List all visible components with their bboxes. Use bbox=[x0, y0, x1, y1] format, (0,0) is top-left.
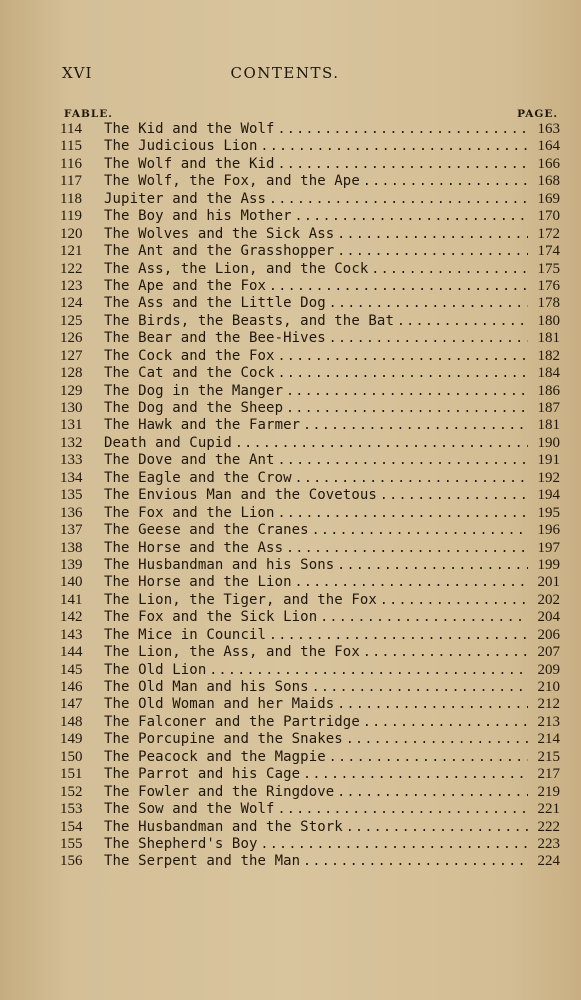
contents-entry bbox=[60, 330, 560, 347]
fable-number: 126 bbox=[60, 330, 83, 347]
dot-leader bbox=[337, 226, 528, 243]
dot-leader bbox=[269, 278, 528, 295]
page-ref: 219 bbox=[537, 783, 560, 800]
dot-leader bbox=[278, 452, 528, 469]
page-ref: 178 bbox=[537, 295, 560, 312]
fable-title: The Ass and the Little Dog bbox=[104, 295, 326, 312]
contents-entry bbox=[60, 208, 560, 225]
fable-title: The Dove and the Ant bbox=[104, 452, 275, 469]
contents-entry bbox=[60, 592, 560, 609]
fable-number: 118 bbox=[60, 190, 82, 207]
dot-leader bbox=[337, 243, 528, 260]
fable-title: The Serpent and the Man bbox=[104, 853, 301, 870]
contents-entry bbox=[60, 836, 560, 853]
page-ref: 201 bbox=[537, 574, 560, 591]
page-ref: 199 bbox=[537, 556, 560, 573]
fable-number: 124 bbox=[60, 295, 83, 312]
dot-leader bbox=[295, 574, 528, 591]
page-ref: 174 bbox=[537, 243, 560, 260]
fable-number: 127 bbox=[60, 347, 83, 364]
dot-leader bbox=[397, 313, 528, 330]
dot-leader bbox=[278, 505, 528, 522]
fable-title: The Dog in the Manger bbox=[104, 382, 284, 399]
fable-number: 154 bbox=[60, 818, 83, 835]
dot-leader bbox=[363, 714, 528, 731]
fable-title: The Fowler and the Ringdove bbox=[104, 783, 335, 800]
dot-leader bbox=[261, 836, 528, 853]
contents-entry bbox=[60, 365, 560, 382]
contents-entry bbox=[60, 731, 560, 748]
contents-entry bbox=[60, 243, 560, 260]
dot-leader bbox=[278, 156, 528, 173]
fable-title: The Wolf and the Kid bbox=[104, 155, 275, 172]
dot-leader bbox=[295, 470, 528, 487]
fable-number: 142 bbox=[60, 609, 83, 626]
fable-title: The Bear and the Bee-Hives bbox=[104, 330, 326, 347]
page-ref: 194 bbox=[537, 487, 560, 504]
page-ref: 202 bbox=[537, 591, 560, 608]
dot-leader bbox=[380, 592, 528, 609]
dot-leader bbox=[295, 208, 528, 225]
contents-entry bbox=[60, 138, 560, 155]
page-ref: 176 bbox=[537, 277, 560, 294]
fable-title: The Geese and the Cranes bbox=[104, 522, 309, 539]
page-ref: 195 bbox=[537, 504, 560, 521]
column-headings bbox=[62, 108, 558, 122]
page-ref: 206 bbox=[537, 626, 560, 643]
fable-title: Jupiter and the Ass bbox=[104, 190, 267, 207]
contents-entry bbox=[60, 749, 560, 766]
fable-title: The Boy and his Mother bbox=[104, 208, 292, 225]
dot-leader bbox=[329, 295, 528, 312]
fable-number: 144 bbox=[60, 644, 83, 661]
fable-number: 114 bbox=[60, 121, 82, 137]
fable-title: The Cock and the Fox bbox=[104, 347, 275, 364]
contents-entry bbox=[60, 801, 560, 818]
fable-title: The Husbandman and his Sons bbox=[104, 556, 335, 573]
fable-number: 115 bbox=[60, 138, 82, 155]
dot-leader bbox=[346, 731, 528, 748]
dot-leader bbox=[286, 400, 528, 417]
fable-number: 156 bbox=[60, 853, 83, 870]
page-ref: 181 bbox=[537, 417, 560, 434]
fable-number: 138 bbox=[60, 539, 83, 556]
dot-leader bbox=[278, 365, 528, 382]
contents-entry bbox=[60, 487, 560, 504]
dot-leader bbox=[269, 191, 528, 208]
page-ref: 212 bbox=[537, 696, 560, 713]
fable-number: 153 bbox=[60, 801, 83, 818]
fable-number: 123 bbox=[60, 277, 83, 294]
fable-number: 130 bbox=[60, 400, 83, 416]
page-ref: 224 bbox=[537, 853, 560, 870]
contents-entry bbox=[60, 644, 560, 661]
dot-leader bbox=[371, 261, 528, 278]
page-ref: 196 bbox=[537, 522, 560, 539]
dot-leader bbox=[303, 417, 528, 434]
fable-number: 135 bbox=[60, 487, 83, 504]
contents-entry bbox=[60, 383, 560, 400]
page-ref: 168 bbox=[537, 173, 560, 190]
fable-title: The Old Man and his Sons bbox=[104, 679, 309, 695]
dot-leader bbox=[209, 662, 528, 679]
fable-number: 134 bbox=[60, 469, 83, 486]
contents-entry bbox=[60, 609, 560, 626]
contents-entry bbox=[60, 313, 560, 330]
contents-list bbox=[60, 121, 560, 871]
page-ref: 207 bbox=[537, 644, 560, 661]
contents-entry bbox=[60, 435, 560, 452]
fable-number: 148 bbox=[60, 713, 83, 730]
fable-title: The Fox and the Sick Lion bbox=[104, 609, 318, 626]
dot-leader bbox=[337, 557, 528, 574]
fable-number: 121 bbox=[60, 243, 83, 260]
page-ref: 187 bbox=[537, 400, 560, 416]
dot-leader bbox=[337, 784, 528, 801]
page-ref: 190 bbox=[537, 434, 560, 451]
contents-entry bbox=[60, 191, 560, 208]
contents-entry bbox=[60, 662, 560, 679]
fable-number: 149 bbox=[60, 731, 83, 748]
fable-number: 131 bbox=[60, 417, 83, 434]
fable-number: 137 bbox=[60, 522, 83, 539]
dot-leader bbox=[312, 679, 528, 696]
page-ref: 213 bbox=[537, 713, 560, 730]
contents-entry bbox=[60, 400, 560, 417]
fable-title: The Lion, the Tiger, and the Fox bbox=[104, 591, 377, 608]
page-ref: 164 bbox=[537, 138, 560, 155]
dot-leader bbox=[329, 749, 528, 766]
fable-number: 141 bbox=[60, 591, 83, 608]
fable-title: Death and Cupid bbox=[104, 434, 232, 451]
fable-number: 116 bbox=[60, 155, 82, 172]
page-ref: 186 bbox=[537, 382, 560, 399]
page-ref: 172 bbox=[537, 225, 560, 242]
contents-entry bbox=[60, 505, 560, 522]
fable-title: The Judicious Lion bbox=[104, 138, 258, 155]
fable-title: The Ant and the Grasshopper bbox=[104, 243, 335, 260]
fable-title: The Peacock and the Magpie bbox=[104, 748, 326, 765]
page-header bbox=[62, 64, 508, 84]
fable-title: The Kid and the Wolf bbox=[104, 121, 275, 137]
page-ref: 184 bbox=[537, 365, 560, 382]
page-ref: 223 bbox=[537, 835, 560, 852]
fable-title: The Shepherd's Boy bbox=[104, 835, 258, 852]
contents-entry bbox=[60, 417, 560, 434]
fable-number: 119 bbox=[60, 208, 82, 225]
dot-leader bbox=[346, 819, 528, 836]
fable-title: The Eagle and the Crow bbox=[104, 469, 292, 486]
fable-title: The Envious Man and the Covetous bbox=[104, 487, 377, 504]
fable-number: 129 bbox=[60, 382, 83, 399]
dot-leader bbox=[363, 173, 528, 190]
page-ref: 181 bbox=[537, 330, 560, 347]
dot-leader bbox=[329, 330, 528, 347]
contents-entry bbox=[60, 156, 560, 173]
page-ref: 180 bbox=[537, 312, 560, 329]
page-ref: 214 bbox=[537, 731, 560, 748]
fable-number: 120 bbox=[60, 225, 83, 242]
fable-title: The Falconer and the Partridge bbox=[104, 713, 360, 730]
fable-number: 147 bbox=[60, 696, 83, 713]
fable-number: 132 bbox=[60, 434, 83, 451]
dot-leader bbox=[278, 121, 528, 138]
fable-column-heading: FABLE. bbox=[64, 108, 113, 120]
fable-title: The Horse and the Lion bbox=[104, 574, 292, 591]
page-number: XVI bbox=[62, 64, 93, 82]
page-title: CONTENTS. bbox=[230, 64, 340, 82]
page-ref: 166 bbox=[537, 155, 560, 172]
fable-title: The Ass, the Lion, and the Cock bbox=[104, 260, 369, 277]
contents-entry bbox=[60, 574, 560, 591]
fable-title: The Wolf, the Fox, and the Ape bbox=[104, 173, 360, 190]
dot-leader bbox=[303, 853, 528, 870]
page-ref: 210 bbox=[537, 679, 560, 695]
fable-number: 140 bbox=[60, 574, 83, 591]
fable-title: The Ape and the Fox bbox=[104, 277, 267, 294]
page-ref: 221 bbox=[537, 801, 560, 818]
contents-entry bbox=[60, 348, 560, 365]
contents-entry bbox=[60, 452, 560, 469]
contents-entry bbox=[60, 784, 560, 801]
contents-entry bbox=[60, 226, 560, 243]
fable-number: 150 bbox=[60, 748, 83, 765]
page-ref: 170 bbox=[537, 208, 560, 225]
fable-title: The Sow and the Wolf bbox=[104, 801, 275, 818]
fable-title: The Horse and the Ass bbox=[104, 539, 284, 556]
fable-number: 143 bbox=[60, 626, 83, 643]
contents-entry bbox=[60, 261, 560, 278]
dot-leader bbox=[337, 696, 528, 713]
fable-title: The Birds, the Beasts, and the Bat bbox=[104, 312, 394, 329]
contents-entry bbox=[60, 766, 560, 783]
page-ref: 169 bbox=[537, 190, 560, 207]
fable-number: 146 bbox=[60, 679, 83, 695]
contents-entry bbox=[60, 121, 560, 138]
page-ref: 204 bbox=[537, 609, 560, 626]
contents-entry bbox=[60, 557, 560, 574]
contents-entry bbox=[60, 714, 560, 731]
fable-number: 155 bbox=[60, 835, 83, 852]
dot-leader bbox=[269, 627, 528, 644]
contents-entry bbox=[60, 278, 560, 295]
fable-title: The Parrot and his Cage bbox=[104, 766, 301, 783]
fable-title: The Mice in Council bbox=[104, 626, 267, 643]
page-ref: 192 bbox=[537, 469, 560, 486]
contents-entry bbox=[60, 173, 560, 190]
fable-title: The Porcupine and the Snakes bbox=[104, 731, 343, 748]
contents-entry bbox=[60, 522, 560, 539]
fable-title: The Dog and the Sheep bbox=[104, 400, 284, 416]
fable-number: 139 bbox=[60, 556, 83, 573]
contents-entry bbox=[60, 853, 560, 870]
dot-leader bbox=[380, 487, 528, 504]
fable-title: The Old Woman and her Maids bbox=[104, 696, 335, 713]
dot-leader bbox=[312, 522, 528, 539]
fable-title: The Lion, the Ass, and the Fox bbox=[104, 644, 360, 661]
contents-entry bbox=[60, 819, 560, 836]
contents-entry bbox=[60, 696, 560, 713]
page-ref: 182 bbox=[537, 347, 560, 364]
contents-entry bbox=[60, 470, 560, 487]
page-ref: 215 bbox=[537, 748, 560, 765]
fable-number: 136 bbox=[60, 504, 83, 521]
page-ref: 217 bbox=[537, 766, 560, 783]
fable-title: The Fox and the Lion bbox=[104, 504, 275, 521]
fable-number: 125 bbox=[60, 312, 83, 329]
page-ref: 209 bbox=[537, 661, 560, 678]
fable-title: The Husbandman and the Stork bbox=[104, 818, 343, 835]
dot-leader bbox=[363, 644, 528, 661]
fable-number: 128 bbox=[60, 365, 83, 382]
fable-number: 145 bbox=[60, 661, 83, 678]
page-column-heading: PAGE. bbox=[517, 108, 558, 120]
dot-leader bbox=[303, 766, 528, 783]
contents-entry bbox=[60, 679, 560, 696]
fable-title: The Old Lion bbox=[104, 661, 207, 678]
dot-leader bbox=[320, 609, 528, 626]
page-ref: 191 bbox=[537, 452, 560, 469]
contents-entry bbox=[60, 540, 560, 557]
dot-leader bbox=[286, 383, 528, 400]
page-ref: 175 bbox=[537, 260, 560, 277]
page-ref: 222 bbox=[537, 818, 560, 835]
contents-entry bbox=[60, 627, 560, 644]
dot-leader bbox=[261, 138, 528, 155]
dot-leader bbox=[278, 348, 528, 365]
contents-entry bbox=[60, 295, 560, 312]
fable-number: 151 bbox=[60, 766, 83, 783]
fable-number: 122 bbox=[60, 260, 83, 277]
page-ref: 163 bbox=[537, 121, 560, 137]
page-ref: 197 bbox=[537, 539, 560, 556]
fable-number: 133 bbox=[60, 452, 83, 469]
fable-title: The Wolves and the Sick Ass bbox=[104, 225, 335, 242]
dot-leader bbox=[278, 801, 528, 818]
dot-leader bbox=[286, 540, 528, 557]
fable-title: The Cat and the Cock bbox=[104, 365, 275, 382]
dot-leader bbox=[235, 435, 528, 452]
fable-number: 117 bbox=[60, 173, 82, 190]
fable-number: 152 bbox=[60, 783, 83, 800]
fable-title: The Hawk and the Farmer bbox=[104, 417, 301, 434]
